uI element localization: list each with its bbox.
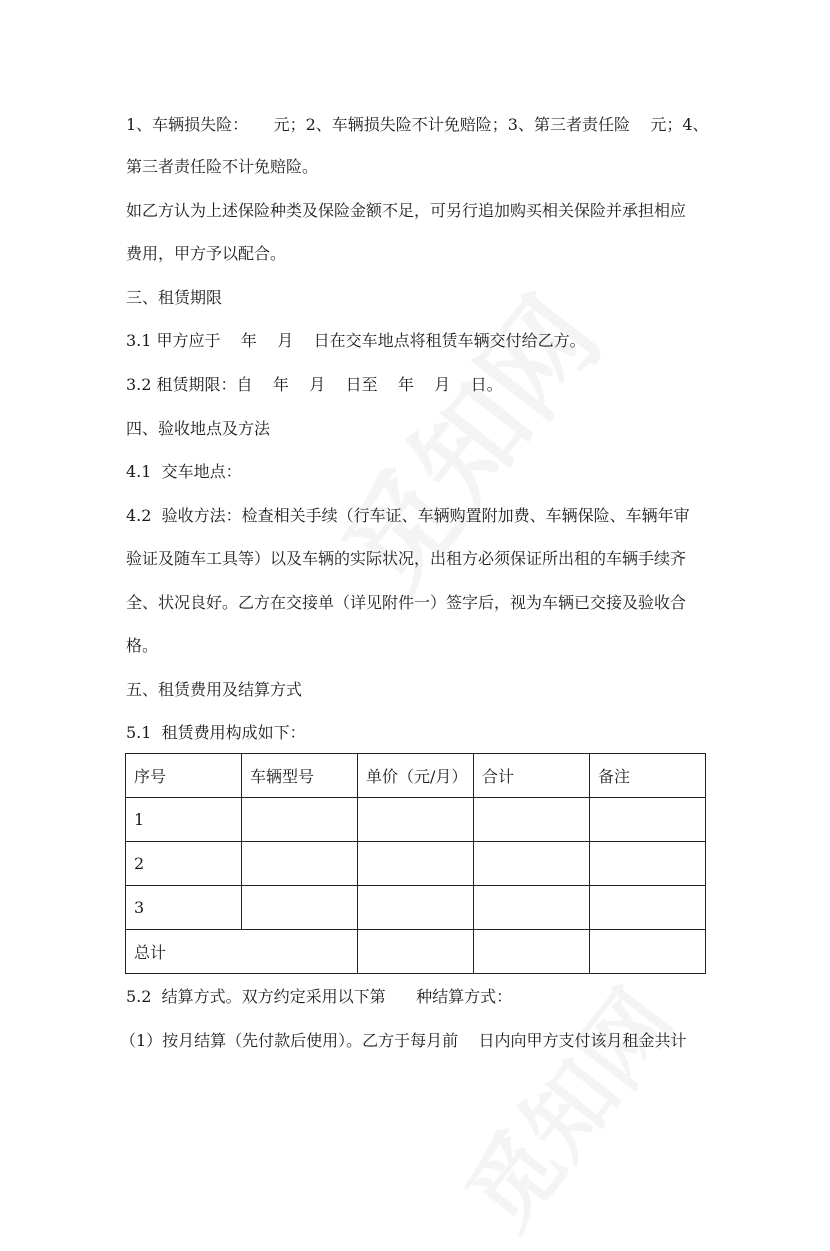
insurance-note-line-2: 费用，甲方予以配合。 <box>126 244 287 263</box>
table-cell <box>358 798 474 842</box>
table-cell <box>474 930 590 974</box>
table-row <box>126 842 706 886</box>
table-cell <box>242 798 358 842</box>
table-cell <box>242 886 358 930</box>
clause-4-2-line-1: 4.2 验收方法：检查相关手续（行车证、车辆购置附加费、车辆保险、车辆年审 <box>126 506 690 525</box>
clause-3-1: 3.1 甲方应于 年 月 日在交车地点将租赁车辆交付给乙方。 <box>126 331 586 350</box>
clause-4-2-line-4: 格。 <box>126 636 159 655</box>
table-cell: 3 <box>126 886 242 930</box>
header-cell-subtotal: 合计 <box>474 754 590 798</box>
insurance-list-line-2: 第三者责任险不计免赔险。 <box>126 157 319 176</box>
clause-5-2: 5.2 结算方式。双方约定采用以下第 种结算方式： <box>126 987 513 1006</box>
insurance-note-line-1: 如乙方认为上述保险种类及保险金额不足，可另行追加购买相关保险并承担相应 <box>126 201 687 220</box>
table-cell <box>474 886 590 930</box>
table-row <box>126 798 706 842</box>
clause-5-1: 5.1 租赁费用构成如下： <box>126 723 306 742</box>
clause-5-2-option-1: （1）按月结算（先付款后使用）。乙方于每月前 日内向甲方支付该月租金共计 <box>120 1031 687 1050</box>
table-cell <box>474 798 590 842</box>
insurance-list-line-1: 1、车辆损失险： 元；2、车辆损失险不计免赔险；3、第三者责任险 元；4、 <box>126 115 709 134</box>
section-heading-3: 三、租赁期限 <box>126 288 223 307</box>
table-cell <box>474 842 590 886</box>
table-cell <box>590 842 706 886</box>
table-cell <box>358 842 474 886</box>
clause-3-2: 3.2 租赁期限：自 年 月 日至 年 月 日。 <box>126 375 503 394</box>
table-cell <box>590 930 706 974</box>
clause-4-2-line-3: 全、状况良好。乙方在交接单（详见附件一）签字后，视为车辆已交接及验收合 <box>126 593 687 612</box>
header-cell-remarks: 备注 <box>590 754 706 798</box>
header-cell-unit-price: 单价（元/月） <box>358 754 474 798</box>
header-cell-model: 车辆型号 <box>242 754 358 798</box>
section-heading-4: 四、验收地点及方法 <box>126 419 271 438</box>
table-cell <box>590 798 706 842</box>
table-total-row <box>126 930 706 974</box>
section-heading-5: 五、租赁费用及结算方式 <box>126 680 303 699</box>
table-cell <box>358 886 474 930</box>
table-cell <box>590 886 706 930</box>
table-cell <box>242 842 358 886</box>
table-cell: 1 <box>126 798 242 842</box>
total-label-cell: 总计 <box>126 930 358 974</box>
header-cell-index: 序号 <box>126 754 242 798</box>
table-cell <box>358 930 474 974</box>
table-header-row <box>126 754 706 798</box>
clause-4-2-line-2: 验证及随车工具等）以及车辆的实际状况，出租方必须保证所出租的车辆手续齐 <box>126 549 687 568</box>
table-row <box>126 886 706 930</box>
table-cell: 2 <box>126 842 242 886</box>
fee-table <box>125 753 706 974</box>
clause-4-1: 4.1 交车地点： <box>126 462 242 481</box>
